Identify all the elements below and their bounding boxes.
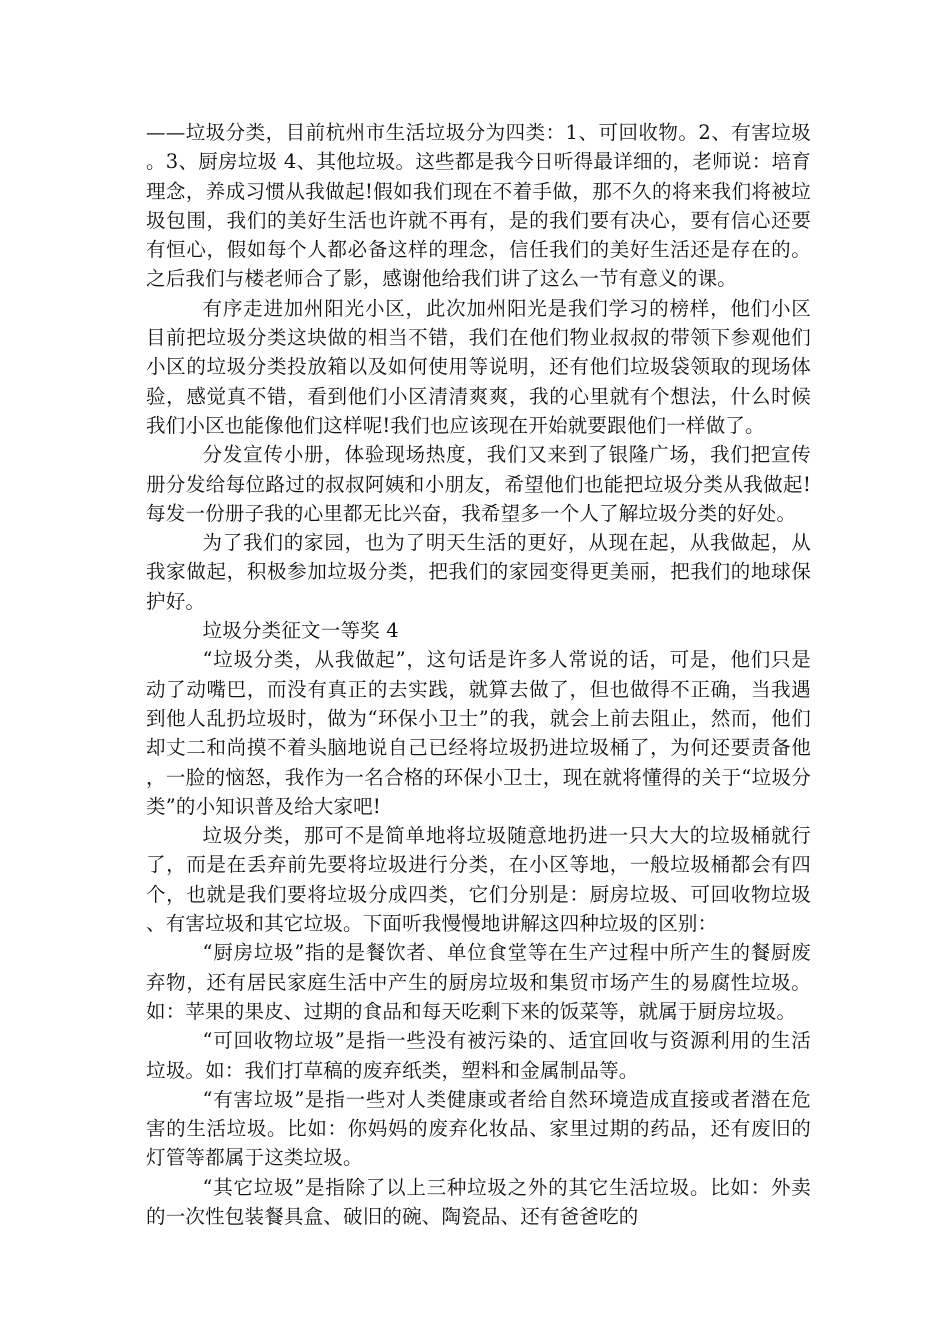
- paragraph-other-waste: “其它垃圾”是指除了以上三种垃圾之外的其它生活垃圾。比如：外卖的一次性包装餐具盒、破旧的碗、陶瓷品、还有爸爸吃的: [146, 1175, 811, 1228]
- essay-heading: 垃圾分类征文一等奖 4: [202, 619, 399, 643]
- paragraph-recyclable-waste: “可回收物垃圾”是指一些没有被污染的、适宜回收与资源利用的生活垃圾。如：我们打草稿的废弃纸类，塑料和金属制品等。: [146, 1029, 811, 1082]
- paragraph-trash-categories-hangzhou: ——垃圾分类，目前杭州市生活垃圾分为四类：1、可回收物。2、有害垃圾。3、厨房垃圾 4、其他垃圾。这些都是我今日听得最详细的，老师说：培育理念，养成习惯从我做起!假如我们现在不着手做，那不久的将来我们将被垃圾包围，我们的美好生活也许就不再有，是的我们要有决心，要有信心还要有恒心，假如每个人都必备这样的理念，信任我们的美好生活还是存在的。之后我们与楼老师合了影，感谢他给我们讲了这么一节有意义的课。: [146, 121, 811, 291]
- paragraph-four-bins: 垃圾分类，那可不是简单地将垃圾随意地扔进一只大大的垃圾桶就行了，而是在丢弃前先要将垃圾进行分类，在小区等地，一般垃圾桶都会有四个，也就是我们要将垃圾分成四类，它们分别是：厨房垃圾、可回收物垃圾、有害垃圾和其它垃圾。下面听我慢慢地讲解这四种垃圾的区别：: [146, 824, 811, 936]
- paragraph-flyer-distribution: 分发宣传小册，体验现场热度，我们又来到了银隆广场，我们把宣传册分发给每位路过的叔叔阿姨和小朋友，希望他们也能把垃圾分类从我做起!每发一份册子我的心里都无比兴奋，我希望多一个人了解垃圾分类的好处。: [146, 443, 811, 525]
- document-page: [146, 118, 811, 1231]
- paragraph-start-from-me: “垃圾分类，从我做起”，这句话是许多人常说的话，可是，他们只是动了动嘴巴，而没有真正的去实践，就算去做了，但也做得不正确，当我遇到他人乱扔垃圾时，做为“环保小卫士”的我，就会上前去阻止，然而，他们却丈二和尚摸不着头脑地说自己已经将垃圾扔进垃圾桶了，为何还要责备他，一脸的恼怒，我作为一名合格的环保小卫士，现在就将懂得的关于“垃圾分类”的小知识普及给大家吧!: [146, 648, 811, 818]
- paragraph-protect-home: 为了我们的家园，也为了明天生活的更好，从现在起，从我做起，从我家做起，积极参加垃圾分类，把我们的家园变得更美丽，把我们的地球保护好。: [146, 531, 811, 613]
- paragraph-kitchen-waste: “厨房垃圾”指的是餐饮者、单位食堂等在生产过程中所产生的餐厨废弃物，还有居民家庭生活中产生的厨房垃圾和集贸市场产生的易腐性垃圾。如：苹果的果皮、过期的食品和每天吃剩下来的饭菜等，就属于厨房垃圾。: [146, 941, 811, 1023]
- paragraph-hazardous-waste: “有害垃圾”是指一些对人类健康或者给自然环境造成直接或者潜在危害的生活垃圾。比如：你妈妈的废弃化妆品、家里过期的药品，还有废旧的灯管等都属于这类垃圾。: [146, 1087, 811, 1170]
- paragraph-california-sunshine-visit: 有序走进加州阳光小区，此次加州阳光是我们学习的榜样，他们小区目前把垃圾分类这块做的相当不错，我们在他们物业叔叔的带领下参观他们小区的垃圾分类投放箱以及如何使用等说明，还有他们垃圾袋领取的现场体验，感觉真不错，看到他们小区清清爽爽，我的心里就有个想法，什么时候我们小区也能像他们这样呢!我们也应该现在开始就要跟他们一样做了。: [146, 296, 811, 437]
